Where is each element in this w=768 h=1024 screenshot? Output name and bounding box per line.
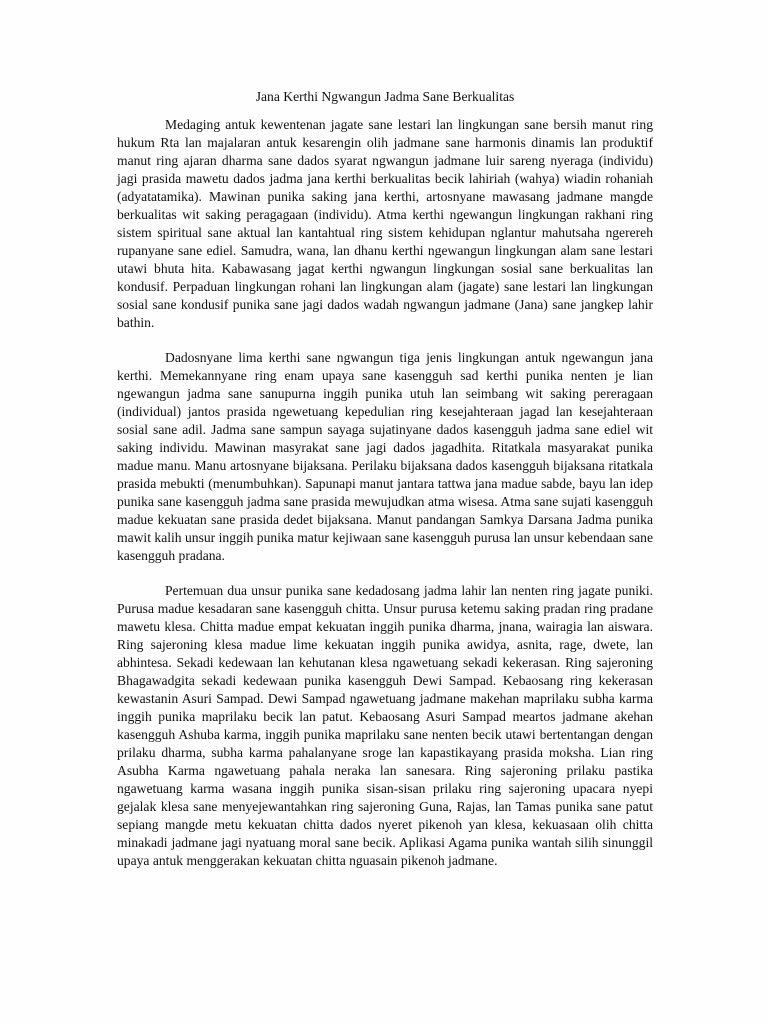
document-title: Jana Kerthi Ngwangun Jadma Sane Berkualitas [255, 89, 515, 104]
document-body [117, 88, 653, 887]
paragraph-2: Dadosnyane lima kerthi sane ngwangun tiga jenis lingkungan antuk ngewangun jana kerthi. Memekannyane ring enam upaya sane kasengguh sad kerthi punika nenten je lian ngewangun jadma sane sanupurna inggih punika utuh lan seimbang wit saking pereragaan (individual) jantos prasida ngewetuang kepedulian ring kesejahteraan jagad lan kesejahteraan sosial sane adil. Jadma sane sampun sayaga sujatinyane dados kasengguh jadma sane ediel wit saking individu. Mawinan masyrakat sane jagi dados jagadhita. Ritatkala masyarakat punika madue manu. Manu artosnyane bijaksana. Perilaku bijaksana dados kasengguh bijaksana ritatkala prasida mebukti (menumbuhkan). Sapunapi manut jantara tattwa jana madue sabde, bayu lan idep punika sane kasengguh jadma sane prasida mewujudkan atma wisesa. Atma sane sujati kasengguh madue kekuatan sane prasida dedet bijaksana. Manut pandangan Samkya Darsana Jadma punika mawit kalih unsur inggih punika matur kejiwaan sane kasengguh purusa lan unsur kebendaan sane kasengguh pradana. [117, 350, 653, 563]
paragraph-1: Medaging antuk kewentenan jagate sane lestari lan lingkungan sane bersih manut ring hukum Rta lan majalaran antuk kesarengin olih jadmane sane harmonis dinamis lan produktif manut ring ajaran dharma sane dados syarat ngwangun jadmane luir sareng nyeraga (individu) jagi prasida mawetu dados jadma jana kerthi berkualitas becik lahiriah (wahya) wiadin rohaniah (adyatatamika). Mawinan punika saking jana kerthi, artosnyane mawasang jadmane mangde berkualitas wit saking peragagaan (individu). Atma kerthi ngewangun lingkungan rakhani ring sistem spiritual sane aktual lan kantahtual ring sistem kehidupan nglantur mahutsaha ngerereh rupanyane sane ediel. Samudra, wana, lan dhanu kerthi ngewangun lingkungan alam sane lestari utawi bhuta hita. Kabawasang jagat kerthi ngwangun lingkungan sosial sane berkualitas lan kondusif. Perpaduan lingkungan rohani lan lingkungan alam (jagate) sane lestari lan lingkungan sosial sane kondusif punika sane jagi dados wadah ngwangun jadmane (Jana) sane jangkep lahir bathin. [117, 117, 653, 330]
paragraph-3: Pertemuan dua unsur punika sane kedadosang jadma lahir lan nenten ring jagate puniki. Purusa madue kesadaran sane kasengguh chitta. Unsur purusa ketemu saking pradan ring pradane mawetu klesa. Chitta madue empat kekuatan inggih punika dharma, jnana, wairagia lan aiswara. Ring sajeroning klesa madue lime kekuatan inggih punika awidya, asnita, rage, dwete, lan abhintesa. Sekadi kedewaan lan kehutanan klesa ngawetuang sekadi kekerasan. Ring sajeroning Bhagawadgita sekadi kedewaan punika kasengguh Dewi Sampad. Kebaosang ring kekerasan kewastanin Asuri Sampad. Dewi Sampad ngawetuang jadmane makehan maprilaku subha karma inggih punika maprilaku becik lan patut. Kebaosang Asuri Sampad meartos jadmane akehan kasengguh Ashuba karma, inggih punika maprilaku sane nenten becik utawi bertentangan dengan prilaku dharma, subha karma pahalanyane sroge lan kapastikayang prasida moksha. Lian ring Asubha Karma ngawetuang pahala neraka lan sanesara. Ring sajeroning prilaku pastika ngawetuang karma wasana inggih punika sisan-sisan prilaku ring sajeroning upacara nyepi gejalak klesa sane menyejewantahkan ring sajeroning Guna, Rajas, lan Tamas punika sane patut sepiang mangde metu kekuatan chitta dados nyeret pikenoh yan klesa, kekuasaan olih chitta minakadi jadmane jagi nyatuang moral sane becik. Aplikasi Agama punika wantah silih sinunggil upaya antuk menggerakan kekuatan chitta nguasain pikenoh jadmane. [117, 583, 653, 868]
